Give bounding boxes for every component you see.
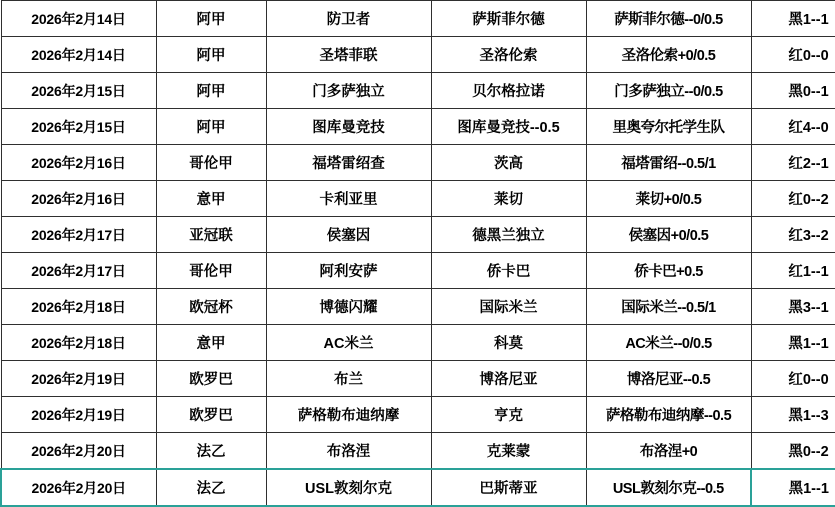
cell-date-text: 2026年2月18日 [31,298,126,315]
cell-score [751,433,835,470]
cell-date [1,253,156,289]
cell-home [266,145,431,181]
cell-league [156,325,266,361]
cell-date [1,361,156,397]
cell-home-text: USL敦刻尔克 [305,481,392,497]
cell-league-text: 欧冠杯 [189,300,233,316]
cell-date-text: 2026年2月16日 [31,190,126,207]
cell-home [266,1,431,37]
cell-handicap-text: 圣洛伦索+0/0.5 [621,48,716,64]
cell-home-text: 圣塔菲联 [319,48,378,64]
table-row [1,37,835,73]
cell-score [751,1,835,37]
cell-date-text: 2026年2月14日 [31,46,126,63]
cell-home-text: AC米兰 [323,336,374,352]
cell-away-text: 圣洛伦索 [479,48,538,64]
cell-home-text: 布兰 [334,372,363,388]
cell-date [1,433,156,470]
cell-handicap [586,1,751,37]
cell-league [156,361,266,397]
cell-away-text: 国际米兰 [479,300,538,316]
cell-league-text: 意甲 [196,336,226,352]
cell-home-text: 博德闪耀 [319,300,378,316]
cell-score [751,37,835,73]
cell-home [266,289,431,325]
cell-home-text: 卡利亚里 [319,192,378,208]
cell-handicap-text: AC米兰--0/0.5 [625,336,712,352]
cell-date-text: 2026年2月20日 [31,442,126,459]
cell-away [431,433,586,470]
cell-home [266,217,431,253]
cell-home [266,433,431,470]
cell-score-text: 红0--2 [788,192,829,208]
cell-handicap [586,397,751,433]
cell-date [1,109,156,145]
cell-handicap [586,145,751,181]
cell-score [751,289,835,325]
cell-handicap [586,217,751,253]
cell-score [751,181,835,217]
cell-away [431,217,586,253]
cell-score-text: 黑3--1 [788,300,829,316]
cell-home-text: 图库曼竞技 [312,120,385,136]
cell-score-text: 黑1--1 [788,481,829,497]
cell-away [431,289,586,325]
cell-handicap-text: 福塔雷绍--0.5/1 [621,156,716,172]
cell-handicap [586,433,751,470]
cell-handicap-text: 布洛涅+0 [639,444,698,460]
cell-league-text: 哥伦甲 [189,264,233,280]
table-row [1,289,835,325]
cell-handicap-text: 门多萨独立--0/0.5 [614,84,723,100]
cell-away-text: 亨克 [494,408,523,424]
cell-score-text: 红0--0 [788,372,829,388]
cell-home-text: 阿利安萨 [319,264,378,280]
cell-league-text: 阿甲 [196,12,226,28]
cell-home [266,37,431,73]
cell-date-text: 2026年2月16日 [31,154,126,171]
cell-score [751,253,835,289]
cell-date [1,325,156,361]
cell-date [1,397,156,433]
cell-away [431,325,586,361]
cell-league-text: 阿甲 [196,48,226,64]
cell-home-text: 防卫者 [326,12,371,28]
table-row [1,325,835,361]
cell-league [156,289,266,325]
cell-home [266,361,431,397]
cell-handicap [586,289,751,325]
cell-league-text: 欧罗巴 [189,372,233,388]
cell-date-text: 2026年2月15日 [31,118,126,135]
cell-home [266,73,431,109]
cell-away-text: 侨卡巴 [486,264,531,280]
cell-away-text: 巴斯蒂亚 [479,481,538,497]
cell-home [266,325,431,361]
cell-home [266,397,431,433]
cell-home-text: 侯塞因 [326,228,371,244]
cell-league-text: 亚冠联 [189,228,233,244]
cell-score-text: 黑1--1 [788,336,829,352]
cell-away [431,1,586,37]
cell-score [751,145,835,181]
cell-home [266,181,431,217]
cell-score-text: 黑0--1 [788,84,829,100]
cell-handicap-text: 博洛尼亚--0.5 [626,372,711,388]
cell-score-text: 红1--1 [788,264,829,280]
cell-score [751,325,835,361]
cell-score [751,469,835,506]
cell-league-text: 哥伦甲 [189,156,233,172]
cell-handicap [586,325,751,361]
table-row [1,109,835,145]
cell-date [1,1,156,37]
cell-score [751,217,835,253]
cell-league-text: 法乙 [196,444,226,460]
cell-handicap [586,253,751,289]
cell-home [266,253,431,289]
cell-score-text: 红2--1 [788,156,829,172]
cell-date [1,469,156,506]
cell-handicap [586,37,751,73]
cell-home [266,469,431,506]
cell-away [431,469,586,506]
cell-handicap-text: 萨斯菲尔德--0/0.5 [614,12,723,28]
cell-league-text: 阿甲 [196,120,226,136]
cell-date [1,217,156,253]
cell-handicap-text: 国际米兰--0.5/1 [621,300,716,316]
cell-away-text: 萨斯菲尔德 [472,12,545,28]
table-row [1,433,835,470]
cell-league-text: 法乙 [196,481,226,497]
cell-league [156,181,266,217]
cell-league-text: 阿甲 [196,84,226,100]
cell-away [431,73,586,109]
table-row [1,253,835,289]
cell-handicap-text: USL敦刻尔克--0.5 [612,481,724,497]
cell-league-text: 欧罗巴 [189,408,233,424]
cell-score [751,73,835,109]
cell-date-text: 2026年2月17日 [31,226,126,243]
cell-score-text: 红4--0 [788,120,829,136]
cell-away-text: 德黑兰独立 [472,228,545,244]
cell-away-text: 莱切 [494,192,523,208]
cell-handicap-text: 萨格勒布迪纳摩--0.5 [605,408,732,424]
cell-league [156,469,266,506]
cell-score [751,397,835,433]
cell-date-text: 2026年2月18日 [31,334,126,351]
cell-league [156,253,266,289]
cell-away [431,37,586,73]
cell-date [1,37,156,73]
cell-away [431,253,586,289]
cell-handicap-text: 侯塞因+0/0.5 [628,228,709,244]
cell-handicap-text: 里奥夸尔托学生队 [612,120,725,136]
cell-away-text: 茨高 [494,156,523,172]
cell-date-text: 2026年2月17日 [31,262,126,279]
cell-date [1,73,156,109]
cell-handicap [586,469,751,506]
cell-away [431,397,586,433]
cell-score-text: 红0--0 [788,48,829,64]
cell-handicap [586,181,751,217]
table-row [1,145,835,181]
cell-league [156,397,266,433]
cell-away-text: 克莱蒙 [486,444,531,460]
cell-home-text: 门多萨独立 [312,84,385,100]
cell-league [156,73,266,109]
table-row [1,469,835,506]
cell-away-text: 图库曼竞技--0.5 [457,120,560,136]
cell-home-text: 萨格勒布迪纳摩 [297,408,400,424]
cell-away [431,109,586,145]
cell-away-text: 博洛尼亚 [479,372,538,388]
cell-league-text: 意甲 [196,192,226,208]
cell-league [156,109,266,145]
table-row [1,73,835,109]
cell-date-text: 2026年2月19日 [31,406,126,423]
table-row [1,361,835,397]
cell-handicap [586,109,751,145]
cell-league [156,433,266,470]
cell-date-text: 2026年2月19日 [31,370,126,387]
cell-league [156,145,266,181]
cell-score [751,109,835,145]
cell-handicap-text: 侨卡巴+0.5 [634,264,703,280]
cell-date-text: 2026年2月14日 [31,10,126,27]
table-row [1,1,835,37]
cell-league [156,217,266,253]
cell-score [751,361,835,397]
cell-home-text: 福塔雷绍查 [312,156,385,172]
table-row [1,397,835,433]
cell-home-text: 布洛涅 [326,444,371,460]
cell-handicap [586,73,751,109]
cell-date [1,145,156,181]
cell-score-text: 黑0--2 [788,444,829,460]
cell-handicap [586,361,751,397]
cell-away [431,361,586,397]
cell-date-text: 2026年2月15日 [31,82,126,99]
cell-score-text: 黑1--3 [788,408,829,424]
cell-away [431,181,586,217]
cell-away-text: 科莫 [494,336,523,352]
cell-date [1,181,156,217]
cell-away [431,145,586,181]
table-row [1,217,835,253]
cell-date-text: 2026年2月20日 [31,479,126,496]
cell-league [156,1,266,37]
cell-score-text: 黑1--1 [788,12,829,28]
cell-handicap-text: 莱切+0/0.5 [635,192,702,208]
cell-away-text: 贝尔格拉诺 [472,84,545,100]
table-body [1,1,835,507]
cell-date [1,289,156,325]
cell-score-text: 红3--2 [788,228,829,244]
table-row [1,181,835,217]
cell-league [156,37,266,73]
cell-home [266,109,431,145]
